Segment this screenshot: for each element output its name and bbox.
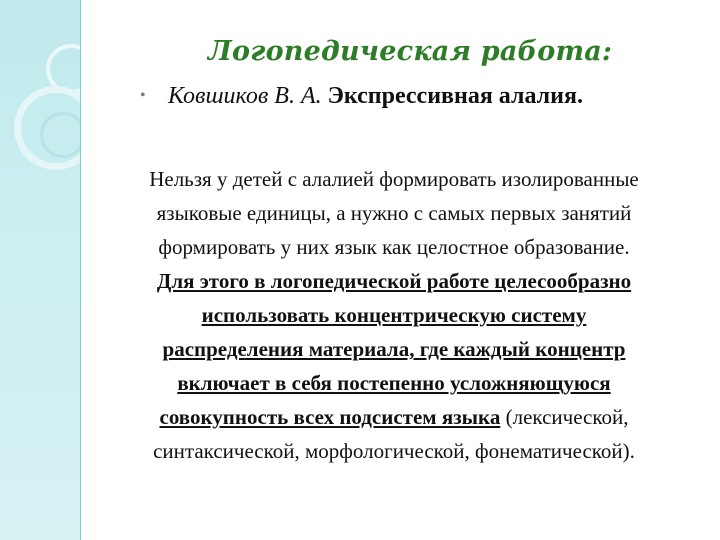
body-line-text: Нельзя у детей с алалией формировать изолированные bbox=[149, 167, 639, 191]
bullet-item bbox=[140, 83, 700, 110]
body-paragraph bbox=[106, 162, 682, 468]
decorative-circle-ring-icon bbox=[40, 112, 80, 158]
body-line-text: языковые единицы, а нужно с самых первых занятий bbox=[156, 201, 632, 225]
body-line-text: формировать у них язык как целостное образование. bbox=[158, 235, 630, 259]
bullet-work-title: Экспрессивная алалия. bbox=[327, 83, 583, 109]
body-line-emphasis: совокупность всех подсистем языка bbox=[159, 405, 501, 429]
body-line bbox=[106, 298, 682, 332]
bullet-dot-icon: • bbox=[140, 87, 146, 104]
body-line-tail: (лексической, bbox=[500, 405, 629, 429]
body-line-emphasis: Для этого в логопедической работе целесообразно bbox=[156, 269, 632, 293]
sidebar-divider bbox=[80, 0, 81, 540]
bullet-author: Ковшиков В. А. bbox=[168, 83, 322, 109]
body-line bbox=[106, 332, 682, 366]
body-line-emphasis: распределения материала, где каждый концентр bbox=[162, 337, 626, 361]
body-line bbox=[106, 196, 682, 230]
decorative-sidebar bbox=[0, 0, 80, 540]
body-line-emphasis: использовать концентрическую систему bbox=[201, 303, 587, 327]
body-line bbox=[106, 434, 682, 468]
body-line bbox=[106, 366, 682, 400]
body-line-text: синтаксической, морфологической, фонематической). bbox=[153, 439, 635, 463]
body-line bbox=[106, 400, 682, 434]
body-line-emphasis: включает в себя постепенно усложняющуюся bbox=[177, 371, 611, 395]
slide-title: Логопедическая работа: bbox=[207, 36, 613, 67]
body-line bbox=[106, 230, 682, 264]
body-line bbox=[106, 162, 682, 196]
body-line bbox=[106, 264, 682, 298]
